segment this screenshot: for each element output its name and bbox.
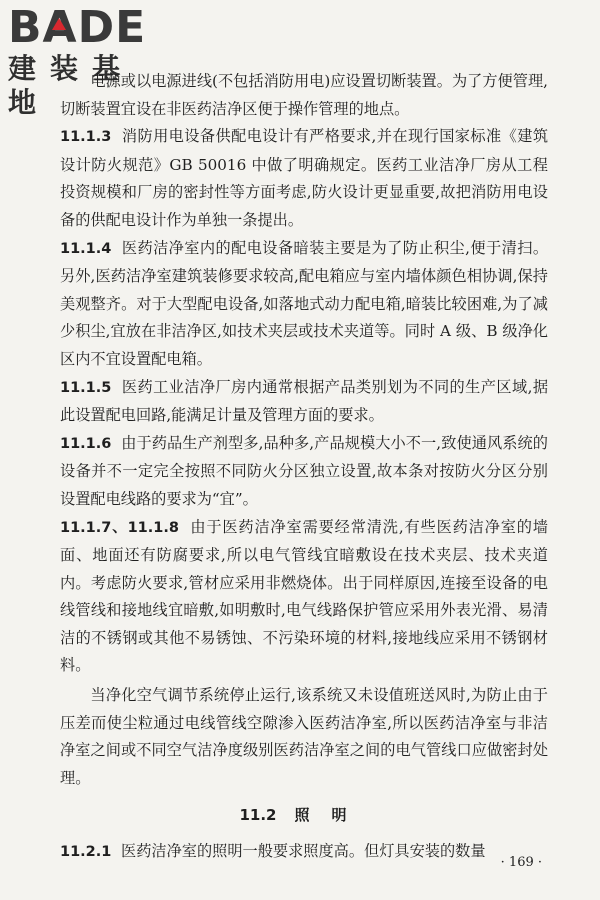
clause-11-2-1 [60,838,548,867]
clause-text: 由于医药洁净室需要经常清洗,有些医药洁净室的墙面、地面还有防腐要求,所以电气管线宜暗敷设在技术夹层、技术夹道内。考虑防火要求,管材应采用非燃烧体。出于同样原因,连接至设备的电线管线和接地线宜暗敷,如明敷时,电气线路保护管应采用外表光滑、易清洁的不锈钢或其他不易锈蚀、不污染环境的材料,接地线应采用不锈钢材料。 [60,517,548,675]
clause-11-1-4 [60,235,548,374]
clause-text: 医药工业洁净厂房内通常根据产品类别划为不同的生产区域,据此设置配电回路,能满足计量及管理方面的要求。 [60,377,549,425]
clause-number: 11.1.6 [60,435,112,452]
clause-11-1-3 [60,123,548,234]
clause-text: 医药洁净室内的配电设备暗装主要是为了防止积尘,便于清扫。另外,医药洁净室建筑装修要求较高,配电箱应与室内墙体颜色相协调,保持美观整齐。对于大型配电设备,如落地式动力配电箱,暗装比较困难,为了减少积尘,宜放在非洁净区,如技术夹层或技术夹道等。同时 A 级、B 级净化区内不宜设置配电箱。 [60,238,549,368]
section-heading [60,802,548,830]
logo-triangle-icon [52,18,66,30]
clause-number: 11.1.3 [60,129,112,146]
page-number: · 169 · [500,855,542,870]
paragraph-indented [60,682,548,792]
logo-letters-rest: DE [77,2,147,53]
clause-number: 11.1.7、11.1.8 [60,519,179,536]
page-content [60,68,548,867]
section-title: 照明 [294,806,369,825]
section-number: 11.2 [239,806,277,825]
logo-subtitle: 建装基地 [8,52,135,119]
clause-11-1-7-8 [60,514,548,681]
paragraph-continuation [60,68,548,123]
paragraph-text: 当净化空气调节系统停止运行,该系统又未设值班送风时,为防止由于压差而使尘粒通过电线管线空隙渗入医药洁净室,所以医药洁净室与非洁净室之间或不同空气洁净度级别医药洁净室之间的电气管线口应做密封处理。 [60,686,548,787]
logo-brand [8,2,168,53]
clause-11-1-5 [60,374,548,430]
paragraph-text: 电源或以电源进线(不包括消防用电)应设置切断装置。为了方便管理,切断装置宜设在非医药洁净区便于操作管理的地点。 [60,72,548,118]
clause-number: 11.2.1 [60,844,112,861]
clause-number: 11.1.4 [60,240,112,257]
clause-text: 由于药品生产剂型多,品种多,产品规模大小不一,致使通风系统的设备并不一定完全按照不同防火分区独立设置,故本条对按防火分区分别设置配电线路的要求为“宜”。 [60,433,548,508]
clause-text: 消防用电设备供配电设计有严格要求,并在现行国家标准《建筑设计防火规范》GB 50016 中做了明确规定。医药工业洁净厂房从工程投资规模和厂房的密封性等方面考虑,防火设计更显重要,故把消防用电设备的供配电设计作为单独一条提出。 [60,127,549,229]
clause-11-1-6 [60,430,548,514]
clause-number: 11.1.5 [60,379,112,396]
logo-letter-b: B [8,2,43,53]
logo-letter-a: A [42,2,78,53]
clause-text: 医药洁净室的照明一般要求照度高。但灯具安装的数量 [121,842,486,861]
